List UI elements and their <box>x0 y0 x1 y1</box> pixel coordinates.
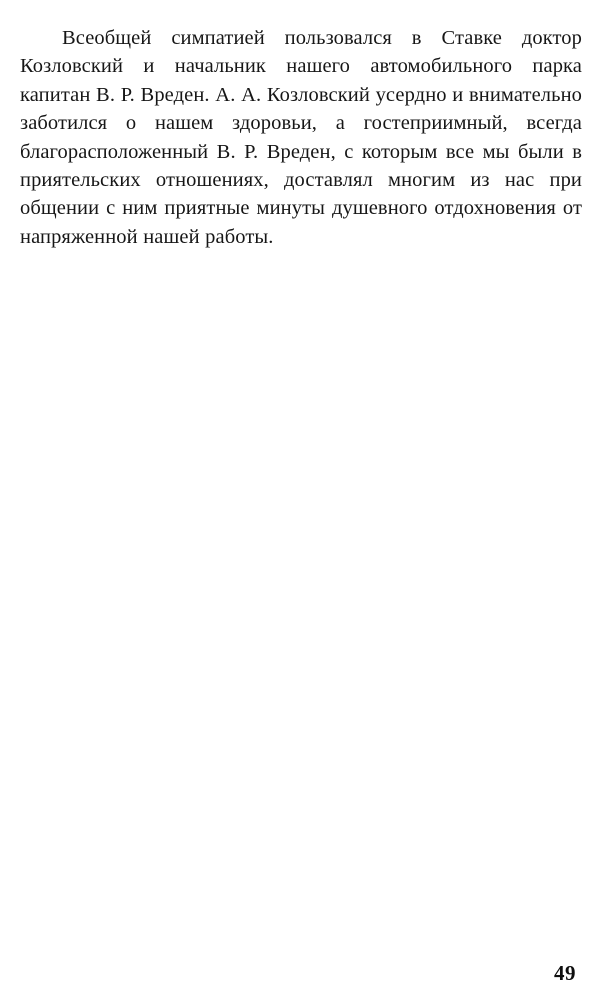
page-text-block <box>20 24 582 251</box>
body-paragraph: Всеобщей симпатией пользовался в Ставке доктор Козловский и начальник нашего автомобильного парка капитан В. Р. Вреден. А. А. Козловский усердно и внимательно заботился о нашем здоровьи, а гостеприимный, всегда благорасположенный В. Р. Вреден, с которым все мы были в приятельских отношениях, доставлял многим из нас при общении с ним приятные минуты душевного отдохновения от напряженной нашей работы. <box>20 27 582 248</box>
page-number: 49 <box>554 961 576 985</box>
